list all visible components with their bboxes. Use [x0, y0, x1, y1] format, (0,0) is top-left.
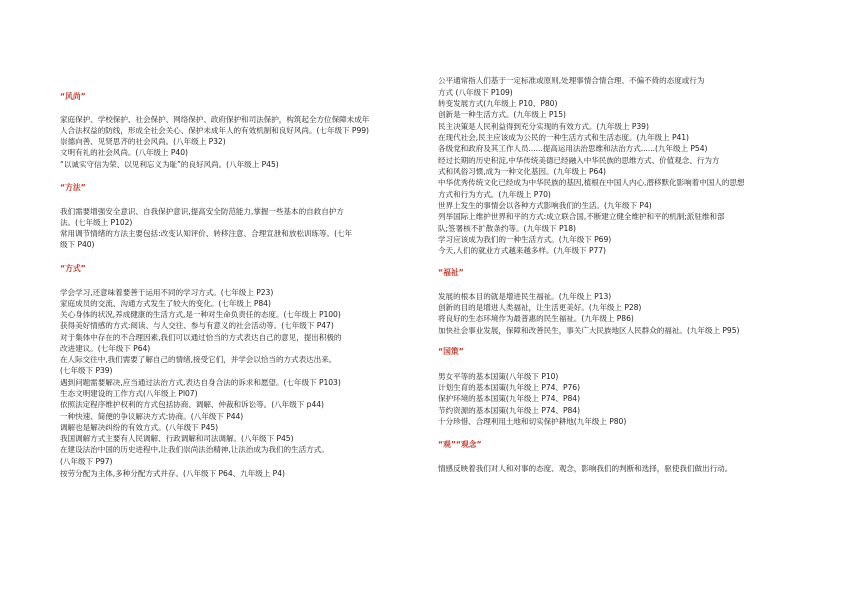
text-line: 调解也是解决纠纷的有效方式。(八年级下 P45)	[60, 423, 219, 432]
text-line: 创新的目的是增进人类福祉，让生活更美好。(九年级上 P28)	[438, 303, 642, 312]
text-line: 式和风俗习惯,成为一种文化基因。(九年级上 P64)	[438, 167, 606, 176]
text-line: 各级党和政府及其工作人员......提高运用法治思维和法治方式......(九年级上 P54)	[438, 144, 708, 153]
section-heading: “国策”	[438, 347, 464, 356]
text-line: 将良好的生态环境作为最普惠的民生福祉。(九年级上 P86)	[438, 314, 634, 323]
text-line: 队;签署核不扩散条约等。(九年级下 P18)	[438, 224, 576, 233]
text-line: 经过长期的历史积淀,中华传统美德已经融入中华民族的思维方式、价值观念、行为方	[438, 156, 720, 165]
text-line: 对于集体中存在的不合理因素,我们可以通过恰当的方式表达自己的意见，提出积极的	[60, 333, 342, 342]
text-line: (八年级下 P97)	[60, 457, 113, 466]
text-line: 中华优秀传统文化已经成为中华民族的基因,植根在中国人内心,潜移默化影响着中国人的思想	[438, 178, 745, 187]
text-line: 法。(七年级上 P102)	[60, 218, 133, 227]
text-line: 十分珍惜、合理利用土地和切实保护耕地(九年级上 P80)	[438, 417, 627, 426]
text-line: 获得美好情感的方式:阅读、与人交往、参与有意义的社会活动等。(七年级下 P47)	[60, 321, 334, 330]
text-line: 学习应该成为我们的一种生活方式。(九年级下 P69)	[438, 235, 612, 244]
text-line: 人合法权益的防线，形成全社会关心、保护未成年人的有效机制和良好风尚。(七年级下 P99)	[60, 126, 369, 135]
text-line: 学会学习,还意味着要善于运用不同的学习方式。(七年级上 P23)	[60, 288, 274, 297]
section-heading: “福祉”	[438, 268, 464, 277]
text-line: 崇德向善、见贤思齐的社会风尚。(八年级上 P32)	[60, 137, 226, 146]
text-line: 情感反映着我们对人和对事的态度、观念，影响我们的判断和选择，驱使我们做出行动。	[438, 464, 733, 473]
text-line: 关心身体的状况,养成健康的生活方式,是一种对生命负责任的态度。(七年级上 P100)	[60, 310, 341, 319]
text-line: 我们需要增强安全意识、自我保护意识,提高安全防范能力,掌握一些基本的自救自护方	[60, 207, 344, 216]
text-line: 列举国际上维护世界和平的方式:成立联合国,不断建立健全维护和平的机制;派驻维和部	[438, 212, 725, 221]
text-line: 一种快速、简便的争议解决方式:协商。(八年级下 P44)	[60, 412, 244, 421]
text-line: 常用调节情绪的方法主要包括:改变认知评价、转移注意、合理宣泄和放松训练等。(七年	[60, 229, 353, 238]
text-line: 依照法定程序维护权利的方式包括协商、调解、仲裁和诉讼等。(八年级下 p44)	[60, 400, 324, 409]
text-line: 男女平等的基本国策(八年级下 P10)	[438, 372, 559, 381]
text-line: 方式和行为方式。(九年级上 P70)	[438, 190, 551, 199]
text-line: 在建设法治中国的历史进程中,让我们崇尚法治精神,让法治成为我们的生活方式。	[60, 445, 329, 454]
text-line: 文明有礼的社会风尚。(八年级上 P40)	[60, 148, 188, 157]
text-line: 加快社会事业发展，保障和改善民生，事关广大民族地区人民群众的福祉。(九年级上 P95)	[438, 326, 740, 335]
text-line: 在人际交往中,我们需要了解自己的情绪,接受它们，并学会以恰当的方式表达出来。	[60, 355, 337, 364]
section-heading: “风尚”	[60, 92, 86, 101]
text-line: “以诚实守信为荣、以见利忘义为耻”的良好风尚。(八年级上 P45)	[60, 160, 279, 169]
text-line: 在现代社会,民主应该成为公民的一种生活方式和生活态度。(九年级上 P41)	[438, 133, 689, 142]
text-line: 家庭保护、学校保护、社会保护、网络保护、政府保护和司法保护，构筑起全方位保障未成年	[60, 115, 370, 124]
text-line: 计划生育的基本国策(九年级上 P74、P76)	[438, 383, 580, 392]
text-line: 我国调解方式主要有人民调解、行政调解和司法调解。(八年级下 P45)	[60, 434, 294, 443]
text-line: 按劳分配为主体,多种分配方式并存。(八年级下 P64、九年级上 P4)	[60, 469, 285, 478]
text-line: 级下 P40)	[60, 240, 95, 249]
text-line: 民主决策是人民利益得到充分实现的有效方式。(九年级上 P39)	[438, 122, 649, 131]
section-heading: “方法”	[60, 183, 86, 192]
text-line: 遇到问题需要解决,应当通过法治方式,表达自身合法的诉求和愿望。(七年级下 P103)	[60, 378, 341, 387]
section-heading: “观”“观念”	[438, 440, 482, 449]
text-line: 创新是一种生活方式。(九年级上 P15)	[438, 110, 566, 119]
text-line: (七年级下 P39)	[60, 366, 113, 375]
section-heading: “方式”	[60, 264, 86, 273]
text-line: 家庭成员的交流、沟通方式发生了较大的变化。(七年级上 P84)	[60, 299, 271, 308]
text-line: 方式 (八年级下 P109)	[438, 88, 513, 97]
text-line: 世界上发生的事情会以各种方式影响我们的生活。(九年级下 P4)	[438, 201, 652, 210]
text-line: 保护环境的基本国策(九年级上 P74、P84)	[438, 394, 580, 403]
text-line: 改进建议。(七年级下 P64)	[60, 344, 151, 353]
text-line: 发展的根本目的就是增进民生福祉。(九年级上 P13)	[438, 292, 612, 301]
text-line: 节约资源的基本国策(九年级上 P74、P84)	[438, 406, 580, 415]
text-line: 今天,人们的就业方式越来越多样。(九年级下 P77)	[438, 246, 606, 255]
text-line: 生态文明建设的工作方式(八年级上 Pl07)	[60, 389, 198, 398]
text-line: 公平通常指人们基于一定标准或原则,处理事情合情合理、不偏不倚的态度或行为	[438, 76, 705, 85]
text-line: 转变发展方式(九年级上 P10、P80)	[438, 99, 558, 108]
